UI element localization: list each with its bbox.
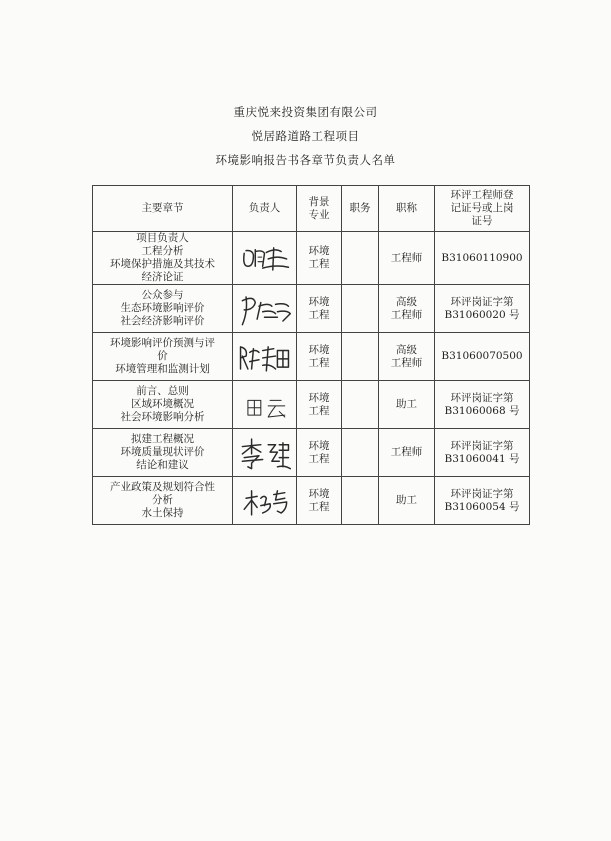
chapters-cell: 拟建工程概况 环境质量现状评价 结论和建议	[93, 429, 233, 477]
table-row	[93, 477, 530, 525]
chapters-cell: 公众参与 生态环境影响评价 社会经济影响评价	[93, 285, 233, 333]
project-name: 悦居路道路工程项目	[251, 129, 360, 143]
certificate-cell: 环评岗证字第 B31060068 号	[435, 381, 530, 429]
background-cell: 环境 工程	[297, 232, 342, 285]
header-position: 职务	[342, 186, 379, 232]
signature-cell	[233, 333, 297, 381]
chapter-roster-table	[92, 185, 530, 525]
position-cell	[342, 232, 379, 285]
signature-cell	[233, 381, 297, 429]
title-cell: 助工	[379, 477, 435, 525]
chapters-cell: 前言、总则 区域环境概况 社会环境影响分析	[93, 381, 233, 429]
title-cell: 助工	[379, 381, 435, 429]
background-cell: 环境 工程	[297, 333, 342, 381]
background-cell: 环境 工程	[297, 429, 342, 477]
position-cell	[342, 429, 379, 477]
certificate-cell: B31060110900	[435, 232, 530, 285]
title-cell: 高级 工程师	[379, 333, 435, 381]
certificate-cell: 环评岗证字第 B31060041 号	[435, 429, 530, 477]
handwritten-signature-4	[235, 384, 294, 426]
table-row	[93, 381, 530, 429]
signature-cell	[233, 429, 297, 477]
certificate-cell: B31060070500	[435, 333, 530, 381]
table-row	[93, 285, 530, 333]
chapters-cell: 产业政策及规划符合性 分析 水土保持	[93, 477, 233, 525]
table-header-row	[93, 186, 530, 232]
background-cell: 环境 工程	[297, 381, 342, 429]
handwritten-signature-3	[235, 336, 294, 378]
handwritten-signature-1	[235, 237, 294, 279]
header-responsible: 负责人	[233, 186, 297, 232]
handwritten-signature-6	[235, 480, 294, 522]
position-cell	[342, 333, 379, 381]
signature-cell	[233, 285, 297, 333]
background-cell: 环境 工程	[297, 477, 342, 525]
header-title: 职称	[379, 186, 435, 232]
position-cell	[342, 477, 379, 525]
title-cell: 工程师	[379, 232, 435, 285]
table-row	[93, 232, 530, 285]
header-chapter: 主要章节	[93, 186, 233, 232]
handwritten-signature-2	[235, 288, 294, 330]
list-title: 环境影响报告书各章节负责人名单	[215, 153, 396, 167]
header-background: 背景 专业	[297, 186, 342, 232]
chapters-cell: 环境影响评价预测与评 价 环境管理和监测计划	[93, 333, 233, 381]
background-cell: 环境 工程	[297, 285, 342, 333]
signature-cell	[233, 477, 297, 525]
position-cell	[342, 285, 379, 333]
handwritten-signature-5	[235, 432, 294, 474]
position-cell	[342, 381, 379, 429]
chapters-cell: 项目负责人 工程分析 环境保护措施及其技术 经济论证	[93, 232, 233, 285]
document-header	[0, 100, 611, 172]
table-row	[93, 333, 530, 381]
certificate-cell: 环评岗证字第 B31060020 号	[435, 285, 530, 333]
title-cell: 高级 工程师	[379, 285, 435, 333]
table-row	[93, 429, 530, 477]
title-cell: 工程师	[379, 429, 435, 477]
company-name: 重庆悦来投资集团有限公司	[233, 105, 378, 119]
signature-cell	[233, 232, 297, 285]
certificate-cell: 环评岗证字第 B31060054 号	[435, 477, 530, 525]
header-certificate: 环评工程师登 记证号或上岗 证号	[435, 186, 530, 232]
